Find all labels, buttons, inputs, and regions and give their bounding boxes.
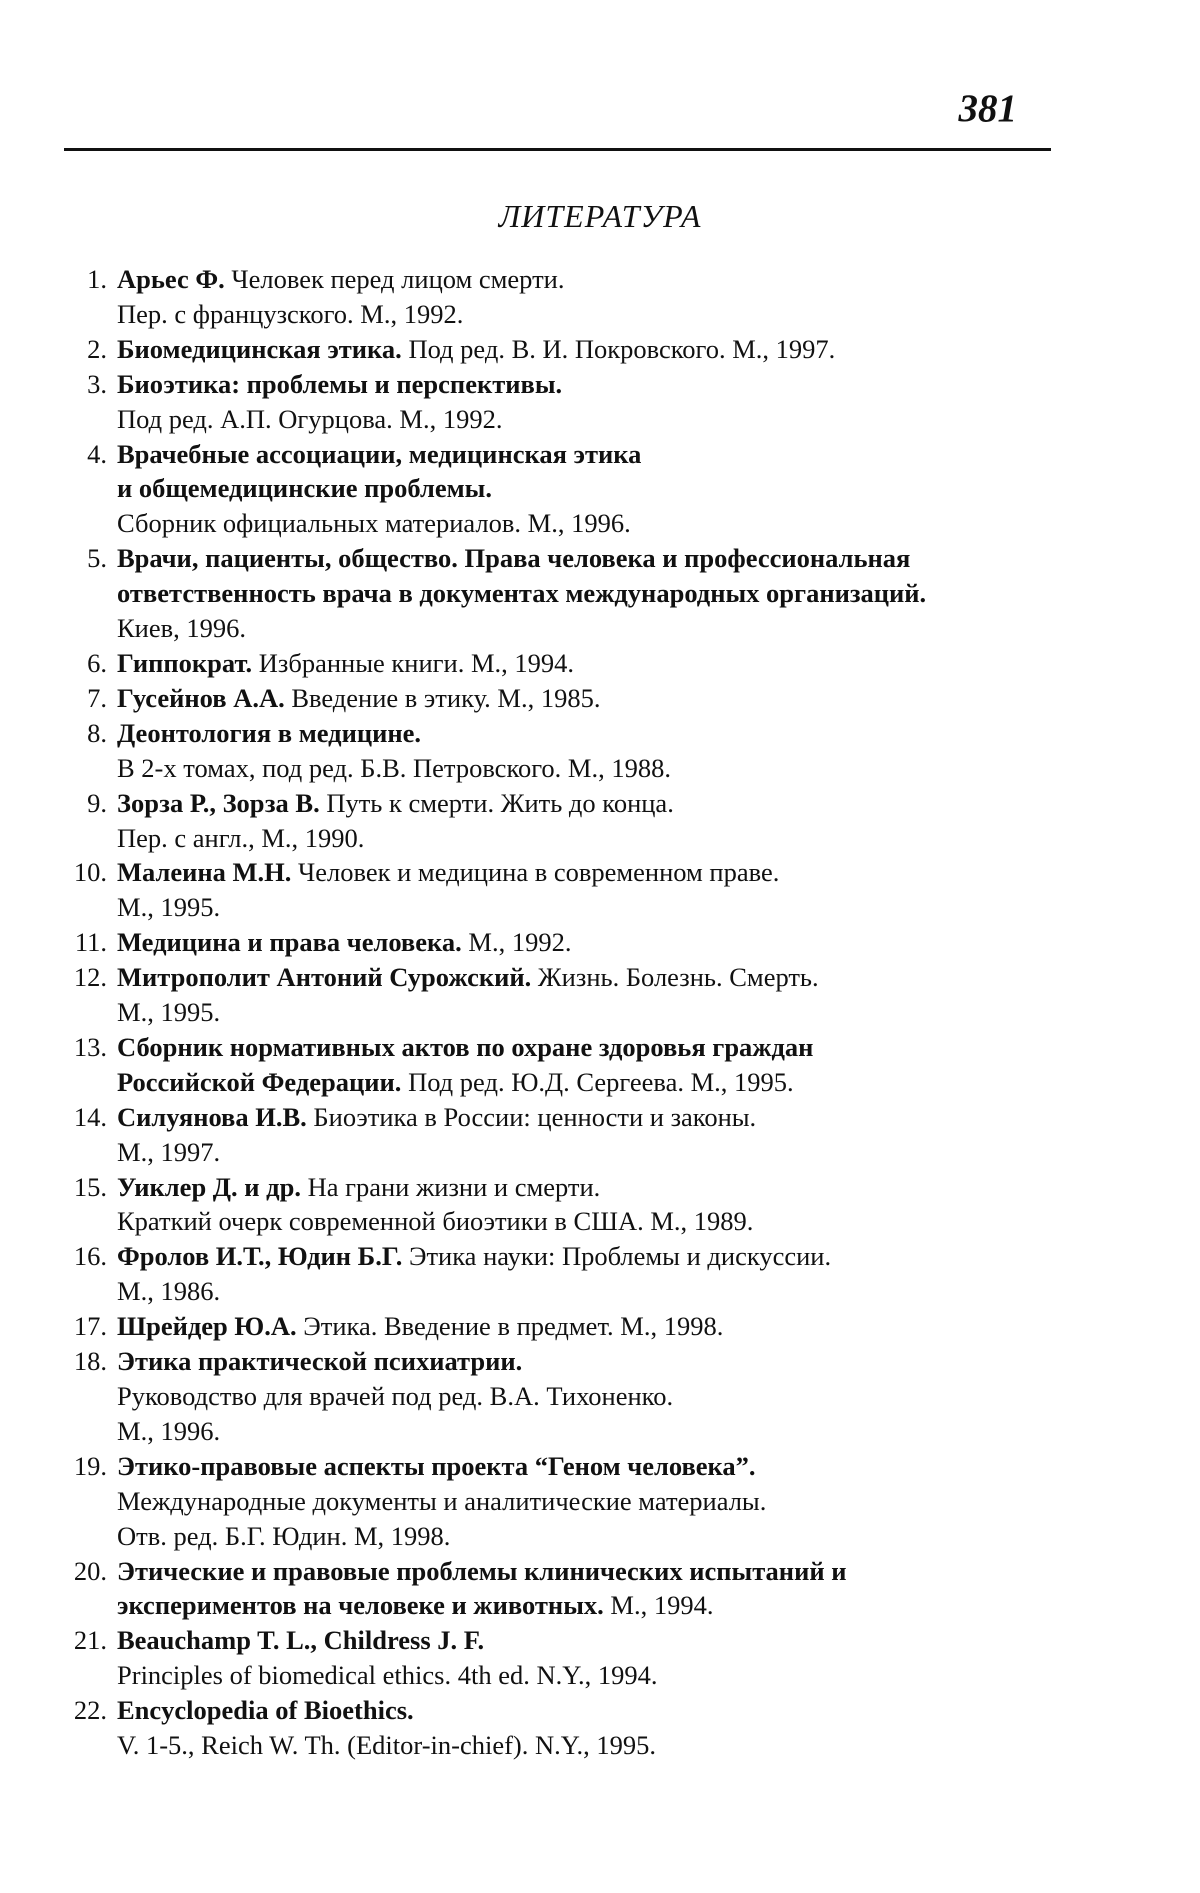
reference-plain-text: Путь к смерти. Жить до конца. <box>319 787 674 818</box>
reference-item <box>55 960 1055 1030</box>
reference-line <box>117 1239 1055 1274</box>
references-list <box>55 262 1055 1763</box>
reference-bold-text: Биомедицинская этика. <box>117 333 402 364</box>
reference-body <box>117 681 1055 716</box>
reference-bold-text: Beauchamp T. L., Childress J. F. <box>117 1625 485 1656</box>
reference-line <box>117 1135 1055 1170</box>
reference-plain-text: М., 1992. <box>461 927 572 958</box>
reference-plain-text: Руководство для врачей под ред. В.А. Тихоненко. <box>117 1381 674 1411</box>
page-number: 381 <box>958 87 1017 130</box>
reference-line <box>117 402 1055 437</box>
reference-body <box>117 925 1055 960</box>
reference-plain-text: Под ред. А.П. Огурцова. М., 1992. <box>117 403 503 434</box>
reference-plain-text: М., 1986. <box>117 1276 221 1307</box>
reference-body <box>117 646 1055 681</box>
reference-number: 9. <box>87 787 107 818</box>
reference-item <box>55 1100 1055 1170</box>
reference-number: 17. <box>73 1311 107 1342</box>
reference-plain-text: Краткий очерк современной биоэтики в США. М., 1989. <box>117 1206 754 1237</box>
reference-bold-text: Врачебные ассоциации, медицинская этика <box>117 438 642 469</box>
reference-number: 11. <box>74 927 107 958</box>
reference-plain-text: Человек и медицина в современном праве. <box>291 857 780 888</box>
reference-line <box>117 1170 1055 1205</box>
reference-plain-text: Жизнь. Болезнь. Смерть. <box>531 962 819 993</box>
reference-plain-text: Международные документы и аналитические материалы. <box>117 1485 767 1516</box>
reference-plain-text: Введение в этику. М., 1985. <box>284 682 601 713</box>
reference-line <box>117 1344 1055 1379</box>
reference-bold-text: Этика практической психиатрии. <box>117 1346 523 1377</box>
reference-plain-text: Под ред. Ю.Д. Сергеева. М., 1995. <box>401 1066 794 1097</box>
reference-number: 5. <box>87 543 107 574</box>
reference-bold-text: Российской Федерации. <box>117 1066 402 1097</box>
reference-line <box>117 960 1055 995</box>
reference-number: 1. <box>87 264 107 294</box>
reference-number: 15. <box>73 1171 107 1202</box>
reference-item <box>55 1554 1055 1624</box>
reference-plain-text: Сборник официальных материалов. М., 1996. <box>117 508 631 539</box>
reference-body <box>117 1100 1055 1170</box>
reference-plain-text: Человек перед лицом смерти. <box>224 264 565 294</box>
reference-bold-text: Арьес Ф. <box>117 264 225 294</box>
reference-bold-text: Уиклер Д. и др. <box>117 1171 301 1202</box>
reference-item <box>55 1239 1055 1309</box>
reference-body <box>117 855 1055 925</box>
reference-line <box>117 1728 1055 1763</box>
reference-line <box>117 1065 1055 1100</box>
reference-item <box>55 262 1055 332</box>
reference-plain-text: М., 1997. <box>117 1136 221 1167</box>
reference-bold-text: Зорза Р., Зорза В. <box>117 787 320 818</box>
reference-body <box>117 960 1055 1030</box>
reference-line <box>117 437 1055 472</box>
reference-bold-text: Гусейнов А.А. <box>117 682 285 713</box>
reference-body <box>117 367 1055 437</box>
reference-plain-text: Principles of biomedical ethics. 4th ed. N.Y., 1994. <box>117 1660 658 1691</box>
reference-line <box>117 367 1055 402</box>
reference-item <box>55 716 1055 786</box>
reference-plain-text: Отв. ред. Б.Г. Юдин. М, 1998. <box>117 1520 451 1551</box>
reference-line <box>117 506 1055 541</box>
reference-bold-text: Этические и правовые проблемы клинических испытаний и <box>117 1555 847 1586</box>
reference-bold-text: Encyclopedia of Bioethics. <box>117 1695 414 1726</box>
reference-body <box>117 1623 1055 1693</box>
reference-item <box>55 1693 1055 1763</box>
reference-line <box>117 1484 1055 1519</box>
reference-line <box>117 786 1055 821</box>
reference-plain-text: На грани жизни и смерти. <box>300 1171 601 1202</box>
reference-bold-text: Медицина и права человека. <box>117 927 462 958</box>
reference-number: 8. <box>87 717 107 748</box>
reference-plain-text: Этика. Введение в предмет. М., 1998. <box>296 1311 724 1342</box>
reference-line <box>117 576 1055 611</box>
reference-line <box>117 471 1055 506</box>
reference-item <box>55 1309 1055 1344</box>
reference-line <box>117 1449 1055 1484</box>
reference-item <box>55 332 1055 367</box>
reference-number: 19. <box>73 1450 107 1481</box>
reference-bold-text: Фролов И.Т., Юдин Б.Г. <box>117 1241 403 1272</box>
reference-body <box>117 786 1055 856</box>
reference-line <box>117 681 1055 716</box>
reference-line <box>117 332 1055 367</box>
reference-number: 13. <box>73 1031 107 1062</box>
reference-item <box>55 1170 1055 1240</box>
reference-body <box>117 1449 1055 1554</box>
reference-body <box>117 262 1055 332</box>
reference-line <box>117 925 1055 960</box>
reference-line <box>117 1623 1055 1658</box>
reference-plain-text: М., 1995. <box>117 892 221 923</box>
reference-line <box>117 1414 1055 1449</box>
reference-bold-text: Шрейдер Ю.А. <box>117 1311 297 1342</box>
reference-number: 12. <box>73 962 107 993</box>
reference-body <box>117 1170 1055 1240</box>
reference-line <box>117 1379 1055 1414</box>
reference-bold-text: Деонтология в медицине. <box>117 717 422 748</box>
reference-bold-text: Этико-правовые аспекты проекта “Геном человека”. <box>117 1450 756 1481</box>
reference-line <box>117 297 1055 332</box>
section-title: ЛИТЕРАТУРА <box>498 198 702 234</box>
reference-line <box>117 541 1055 576</box>
reference-number: 16. <box>73 1241 107 1272</box>
header-rule <box>64 148 1051 151</box>
reference-number: 10. <box>73 857 107 888</box>
reference-line <box>117 1588 1055 1623</box>
reference-plain-text: М., 1994. <box>603 1590 714 1621</box>
reference-bold-text: Митрополит Антоний Сурожский. <box>117 962 532 993</box>
reference-item <box>55 786 1055 856</box>
reference-line <box>117 262 1055 297</box>
reference-plain-text: В 2-х томах, под ред. Б.В. Петровского. М., 1988. <box>117 752 671 783</box>
reference-plain-text: Пер. с французского. М., 1992. <box>117 298 464 329</box>
reference-plain-text: Биоэтика в России: ценности и законы. <box>306 1101 757 1132</box>
reference-body <box>117 716 1055 786</box>
reference-line <box>117 1274 1055 1309</box>
reference-bold-text: Силуянова И.В. <box>117 1101 307 1132</box>
reference-item <box>55 541 1055 646</box>
reference-line <box>117 1693 1055 1728</box>
reference-bold-text: ответственность врача в документах международных организаций. <box>117 578 927 609</box>
reference-bold-text: Малеина М.Н. <box>117 857 292 888</box>
reference-bold-text: и общемедицинские проблемы. <box>117 473 492 504</box>
reference-number: 18. <box>73 1346 107 1377</box>
reference-line <box>117 611 1055 646</box>
reference-plain-text: Пер. с англ., М., 1990. <box>117 822 365 853</box>
reference-body <box>117 1030 1055 1100</box>
reference-line <box>117 1519 1055 1554</box>
reference-line <box>117 1554 1055 1589</box>
reference-line <box>117 1100 1055 1135</box>
reference-bold-text: экспериментов на человеке и животных. <box>117 1590 604 1621</box>
reference-item <box>55 1344 1055 1449</box>
reference-bold-text: Биоэтика: проблемы и перспективы. <box>117 368 563 399</box>
reference-line <box>117 646 1055 681</box>
reference-number: 20. <box>73 1555 107 1586</box>
reference-bold-text: Врачи, пациенты, общество. Права человека и профессиональная <box>117 543 911 574</box>
reference-line <box>117 995 1055 1030</box>
reference-line <box>117 855 1055 890</box>
reference-plain-text: Киев, 1996. <box>117 613 247 644</box>
reference-line <box>117 1030 1055 1065</box>
reference-number: 4. <box>87 438 107 469</box>
reference-plain-text: М., 1996. <box>117 1415 221 1446</box>
reference-item <box>55 367 1055 437</box>
reference-line <box>117 1204 1055 1239</box>
reference-number: 7. <box>87 682 107 713</box>
reference-item <box>55 1030 1055 1100</box>
reference-line <box>117 1658 1055 1693</box>
reference-number: 22. <box>73 1695 107 1726</box>
reference-bold-text: Сборник нормативных актов по охране здоровья граждан <box>117 1031 814 1062</box>
reference-item <box>55 437 1055 542</box>
reference-item <box>55 925 1055 960</box>
reference-number: 14. <box>73 1101 107 1132</box>
reference-item <box>55 646 1055 681</box>
reference-body <box>117 1239 1055 1309</box>
reference-number: 21. <box>73 1625 107 1656</box>
reference-bold-text: Гиппократ. <box>117 647 253 678</box>
reference-line <box>117 1309 1055 1344</box>
reference-line <box>117 751 1055 786</box>
reference-plain-text: Под ред. В. И. Покровского. М., 1997. <box>401 333 836 364</box>
reference-body <box>117 1693 1055 1763</box>
reference-plain-text: М., 1995. <box>117 997 221 1028</box>
reference-body <box>117 541 1055 646</box>
reference-item <box>55 855 1055 925</box>
reference-body <box>117 437 1055 542</box>
reference-plain-text: V. 1-5., Reich W. Th. (Editor-in-chief). N.Y., 1995. <box>117 1730 656 1761</box>
reference-number: 6. <box>87 647 107 678</box>
reference-item <box>55 1449 1055 1554</box>
reference-line <box>117 890 1055 925</box>
reference-body <box>117 1309 1055 1344</box>
reference-number: 3. <box>87 368 107 399</box>
reference-item <box>55 681 1055 716</box>
reference-number: 2. <box>87 333 107 364</box>
reference-body <box>117 1554 1055 1624</box>
reference-body <box>117 332 1055 367</box>
reference-item <box>55 1623 1055 1693</box>
reference-body <box>117 1344 1055 1449</box>
reference-plain-text: Этика науки: Проблемы и дискуссии. <box>402 1241 832 1272</box>
reference-line <box>117 821 1055 856</box>
reference-plain-text: Избранные книги. М., 1994. <box>252 647 575 678</box>
reference-line <box>117 716 1055 751</box>
